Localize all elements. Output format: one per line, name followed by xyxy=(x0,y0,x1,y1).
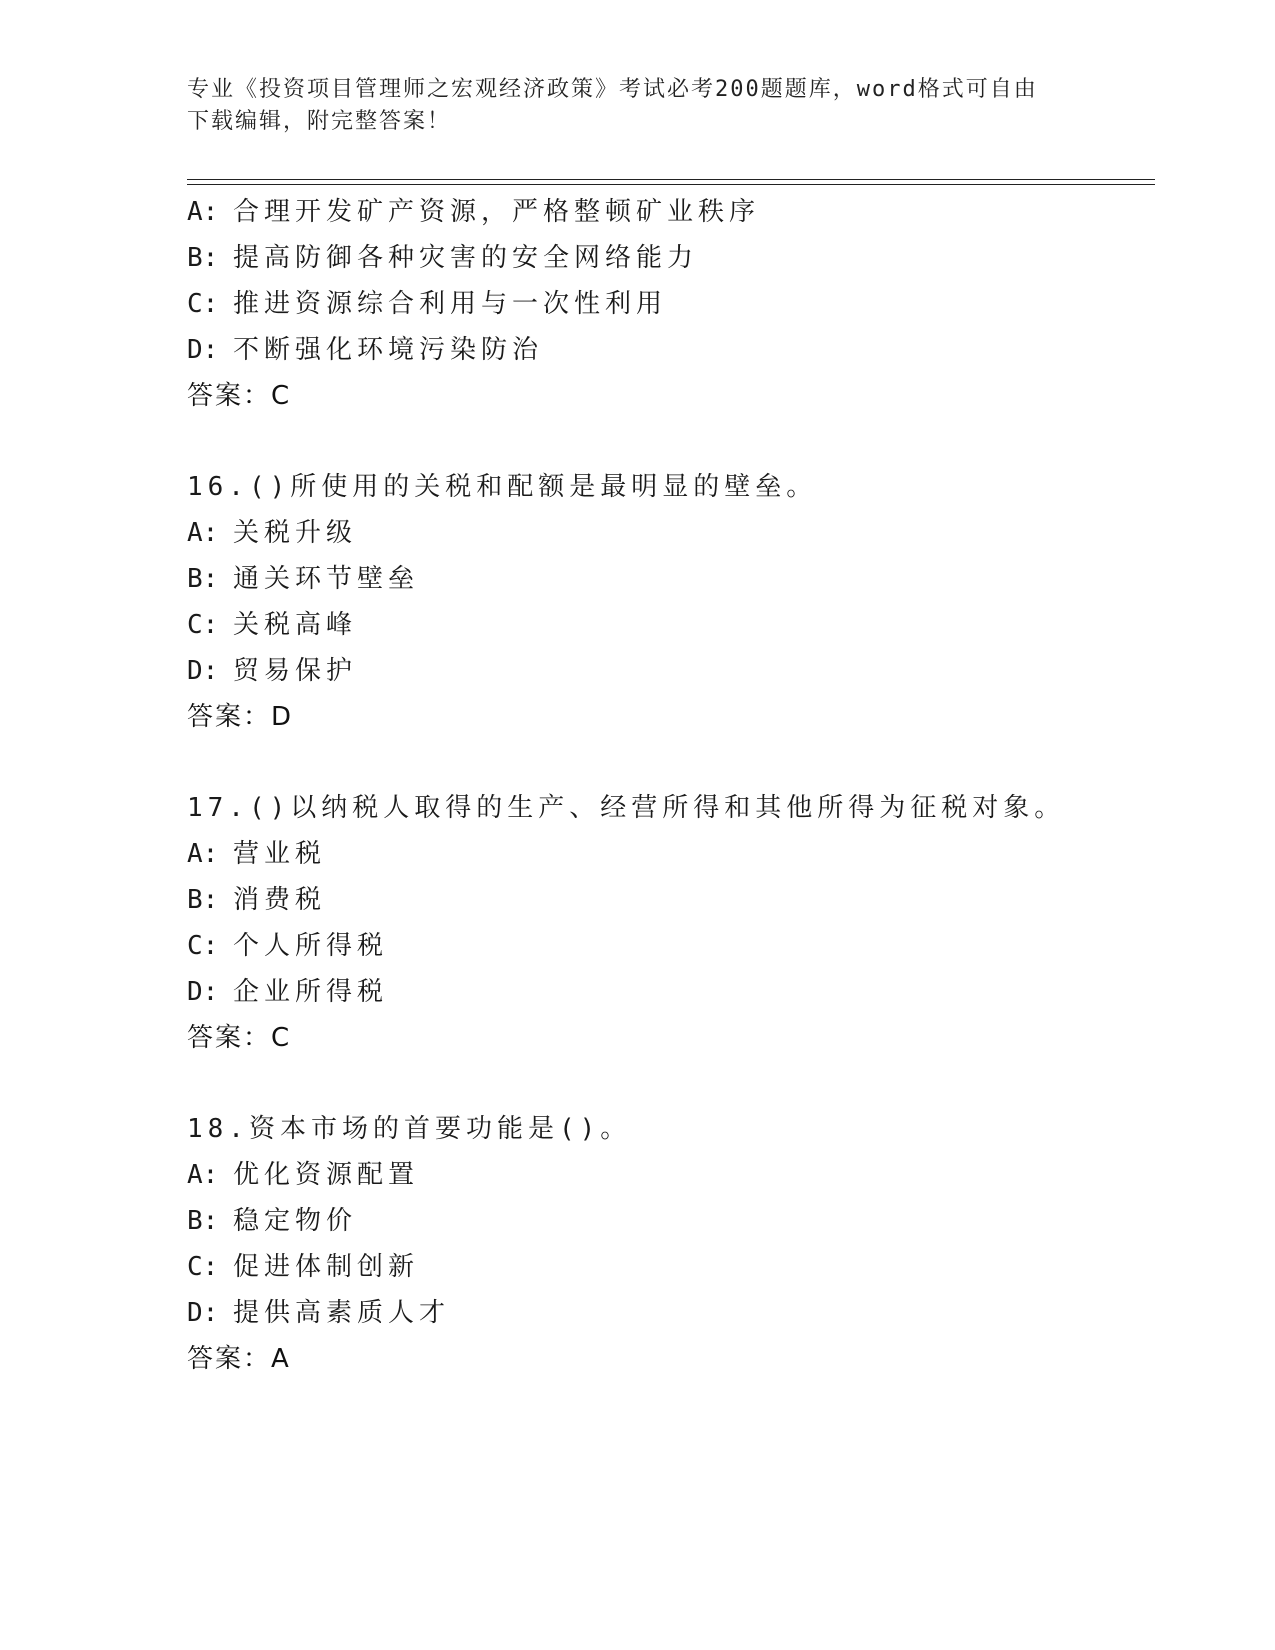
question-stem: 17.()以纳税人取得的生产、经营所得和其他所得为征税对象。 xyxy=(187,793,1066,823)
option-text: 合理开发矿产资源，严格整顿矿业秩序 xyxy=(233,197,761,227)
option-key: C: xyxy=(187,289,219,319)
option-key: A: xyxy=(187,197,219,227)
option-text: 优化资源配置 xyxy=(233,1160,420,1190)
answer-line: 答案：A xyxy=(187,1344,291,1374)
option-d xyxy=(187,969,1147,1015)
option-c xyxy=(187,923,1147,969)
option-b xyxy=(187,556,1147,602)
option-a xyxy=(187,831,1147,877)
option-d xyxy=(187,327,1147,373)
option-text: 推进资源综合利用与一次性利用 xyxy=(233,289,668,319)
question-stem: 16.()所使用的关税和配额是最明显的壁垒。 xyxy=(187,472,818,502)
option-key: C: xyxy=(187,1252,219,1282)
question-continued xyxy=(187,189,1147,419)
option-a xyxy=(187,189,1147,235)
option-text: 不断强化环境污染防治 xyxy=(233,335,544,365)
option-text: 个人所得税 xyxy=(233,931,389,961)
option-key: D: xyxy=(187,1298,219,1328)
header-rule-bottom xyxy=(187,184,1155,185)
question-16 xyxy=(187,464,1147,740)
option-key: A: xyxy=(187,518,219,548)
answer-line: 答案：C xyxy=(187,1023,292,1053)
header-rule-top xyxy=(187,179,1155,180)
answer-line: 答案：D xyxy=(187,702,294,732)
option-d xyxy=(187,648,1147,694)
option-key: D: xyxy=(187,656,219,686)
option-text: 促进体制创新 xyxy=(233,1252,420,1282)
page-header xyxy=(187,74,1087,138)
option-text: 通关环节壁垒 xyxy=(233,564,420,594)
option-key: C: xyxy=(187,610,219,640)
option-key: B: xyxy=(187,564,219,594)
option-key: C: xyxy=(187,931,219,961)
option-b xyxy=(187,1198,1147,1244)
option-key: A: xyxy=(187,1160,219,1190)
option-a xyxy=(187,510,1147,556)
option-text: 贸易保护 xyxy=(233,656,358,686)
option-key: D: xyxy=(187,977,219,1007)
question-stem: 18.资本市场的首要功能是()。 xyxy=(187,1114,632,1144)
option-a xyxy=(187,1152,1147,1198)
option-text: 提高防御各种灾害的安全网络能力 xyxy=(233,243,699,273)
header-title-line-1: 专业《投资项目管理师之宏观经济政策》考试必考200题题库，word格式可自由 xyxy=(187,77,1038,102)
option-text: 营业税 xyxy=(233,839,327,869)
option-key: A: xyxy=(187,839,219,869)
option-text: 消费税 xyxy=(233,885,327,915)
option-b xyxy=(187,235,1147,281)
option-text: 关税升级 xyxy=(233,518,358,548)
option-text: 稳定物价 xyxy=(233,1206,358,1236)
option-key: B: xyxy=(187,1206,219,1236)
option-c xyxy=(187,602,1147,648)
option-c xyxy=(187,281,1147,327)
option-b xyxy=(187,877,1147,923)
question-17 xyxy=(187,785,1147,1061)
option-c xyxy=(187,1244,1147,1290)
option-key: B: xyxy=(187,885,219,915)
option-key: D: xyxy=(187,335,219,365)
option-text: 提供高素质人才 xyxy=(233,1298,451,1328)
option-text: 企业所得税 xyxy=(233,977,389,1007)
answer-line: 答案：C xyxy=(187,381,292,411)
option-text: 关税高峰 xyxy=(233,610,358,640)
question-content xyxy=(187,189,1147,1382)
option-d xyxy=(187,1290,1147,1336)
question-18 xyxy=(187,1106,1147,1382)
option-key: B: xyxy=(187,243,219,273)
header-title-line-2: 下载编辑，附完整答案！ xyxy=(187,109,452,134)
